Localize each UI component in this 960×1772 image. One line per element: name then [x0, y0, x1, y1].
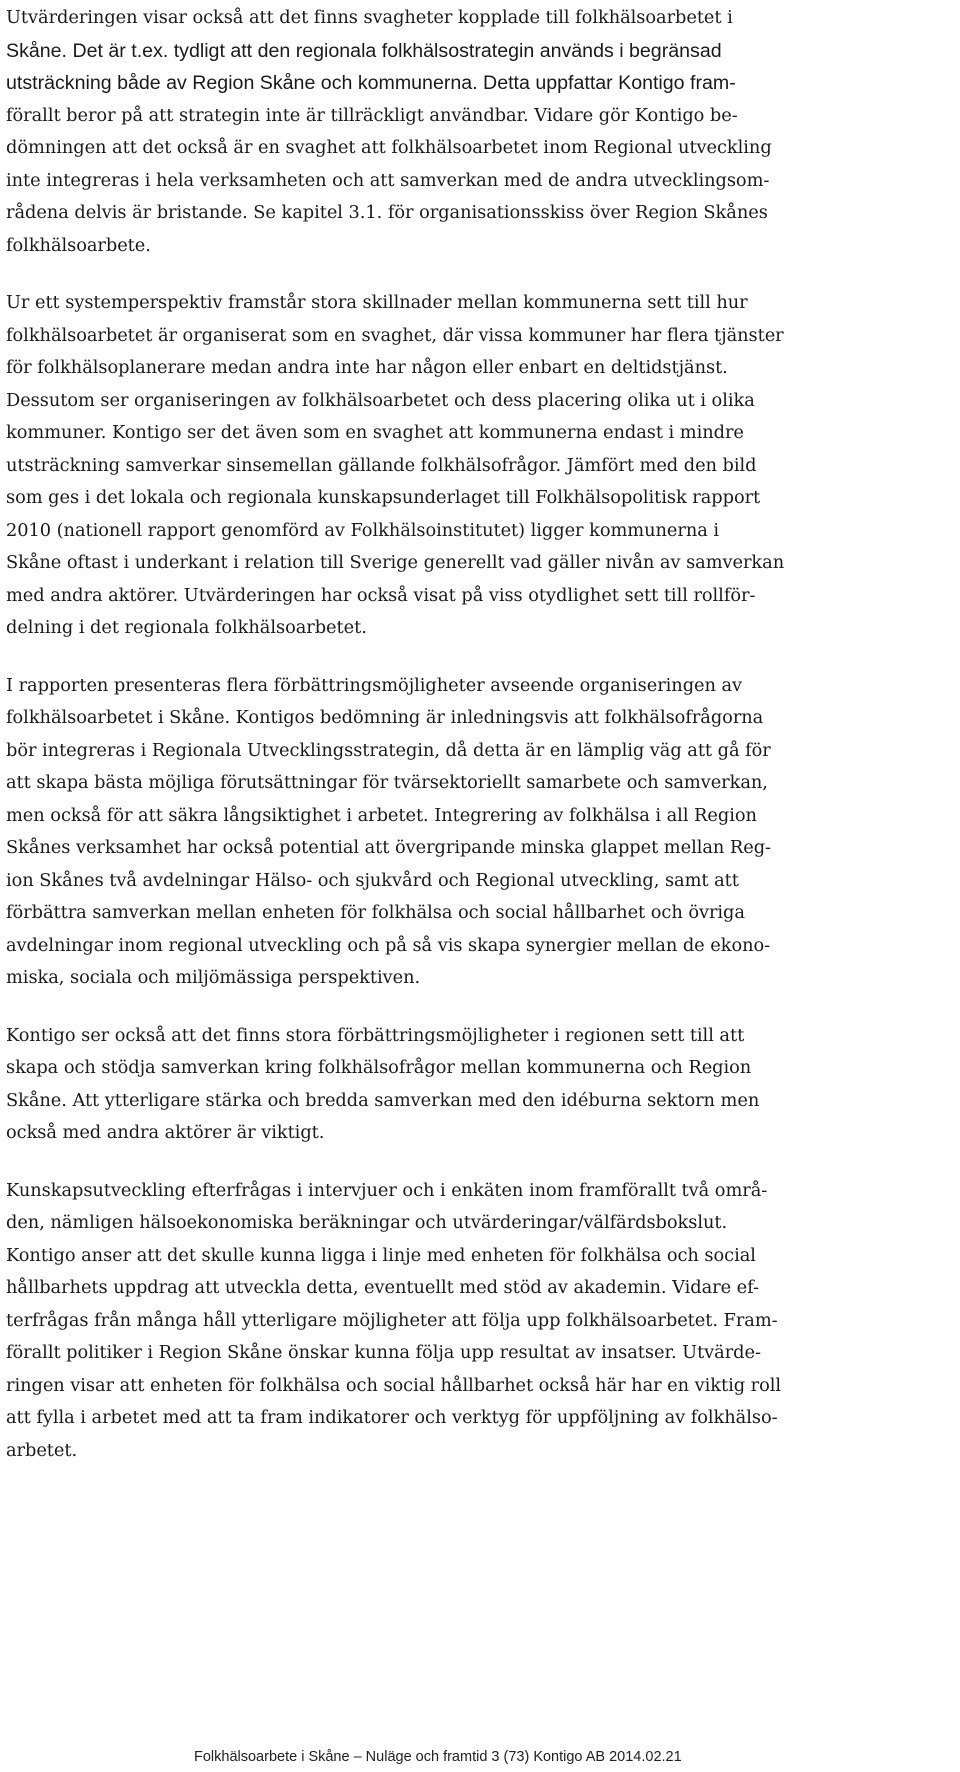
page-footer: Folkhälsoarbete i Skåne – Nuläge och framtid 3 (73) Kontigo AB 2014.02.21: [194, 1749, 682, 1765]
text-line: rådena delvis är bristande. Se kapitel 3.1. för organisationsskiss över Region Skånes: [6, 202, 768, 223]
paragraph-4: [6, 1020, 956, 1150]
text-line: 2010 (nationell rapport genomförd av Folkhälsoinstitutet) ligger kommunerna i: [6, 519, 720, 541]
text-line: Kunskapsutveckling efterfrågas i intervjuer och i enkäten inom framförallt två områ-: [6, 1179, 768, 1201]
text-line: avdelningar inom regional utveckling och på så vis skapa synergier mellan de ekono-: [6, 934, 771, 956]
text-line: men också för att säkra långsiktighet i arbetet. Integrering av folkhälsa i all Region: [6, 804, 757, 826]
text-line: Skåne oftast i underkant i relation till Sverige generellt vad gäller nivån av samverkan: [6, 552, 785, 573]
text-line: dömningen att det också är en svaghet att folkhälsoarbetet inom Regional utveckling: [6, 137, 772, 158]
text-line: bör integreras i Regionala Utvecklingsstrategin, då detta är en lämplig väg att gå för: [6, 739, 771, 761]
text-line: folkhälsoarbetet i Skåne. Kontigos bedömning är inledningsvis att folkhälsofrågorna: [6, 707, 764, 728]
text-line: folkhälsoarbetet är organiserat som en svaghet, där vissa kommuner har flera tjänster: [6, 324, 784, 346]
text-line: Utvärderingen visar också att det finns svagheter kopplade till folkhälsoarbetet i: [6, 7, 733, 28]
text-line: att fylla i arbetet med att ta fram indikatorer och verktyg för uppföljning av folkhälso-: [6, 1407, 778, 1428]
text-line: förallt politiker i Region Skåne önskar kunna följa upp resultat av insatser. Utvärde-: [6, 1342, 761, 1363]
text-line: ringen visar att enheten för folkhälsa och social hållbarhet också här har en viktig roll: [6, 1374, 782, 1396]
body-text: [6, 2, 956, 1467]
text-line: med andra aktörer. Utvärderingen har också visat på viss otydlighet sett till rollför-: [6, 584, 756, 606]
text-line: Ur ett systemperspektiv framstår stora skillnader mellan kommunerna sett till hur: [6, 292, 748, 313]
text-line: arbetet.: [6, 1439, 78, 1461]
text-line: skapa och stödja samverkan kring folkhälsofrågor mellan kommunerna och Region: [6, 1057, 752, 1078]
document-page: [6, 2, 956, 1492]
paragraph-2: [6, 287, 956, 645]
text-line: folkhälsoarbete.: [6, 234, 151, 256]
text-line: utsträckning samverkar sinsemellan gällande folkhälsofrågor. Jämfört med den bild: [6, 454, 757, 476]
paragraph-1: [6, 2, 956, 262]
text-line: Skåne. Det är t.ex. tydligt att den regionala folkhälsostrategin används i begränsad: [6, 39, 722, 62]
paragraph-3: [6, 670, 956, 995]
text-line: utsträckning både av Region Skåne och kommunerna. Detta uppfattar Kontigo fram-: [6, 72, 736, 94]
text-line: också med andra aktörer är viktigt.: [6, 1122, 325, 1143]
text-line: den, nämligen hälsoekonomiska beräkningar och utvärderingar/välfärdsbokslut.: [6, 1212, 728, 1233]
text-line: Kontigo anser att det skulle kunna ligga i linje med enheten för folkhälsa och social: [6, 1244, 756, 1266]
text-line: miska, sociala och miljömässiga perspektiven.: [6, 967, 421, 988]
text-line: som ges i det lokala och regionala kunskapsunderlaget till Folkhälsopolitisk rapport: [6, 487, 761, 508]
text-line: Skåne. Att ytterligare stärka och bredda samverkan med den idéburna sektorn men: [6, 1089, 760, 1111]
text-line: ion Skånes två avdelningar Hälso- och sjukvård och Regional utveckling, samt att: [6, 869, 739, 891]
text-line: Kontigo ser också att det finns stora förbättringsmöjligheter i regionen sett till att: [6, 1024, 745, 1046]
text-line: att skapa bästa möjliga förutsättningar för tvärsektoriellt samarbete och samverkan,: [6, 772, 768, 793]
text-line: terfrågas från många håll ytterligare möjligheter att följa upp folkhälsoarbetet. Fram-: [6, 1309, 778, 1331]
text-line: kommuner. Kontigo ser det även som en svaghet att kommunerna endast i mindre: [6, 422, 744, 443]
text-line: Skånes verksamhet har också potential att övergripande minska glappet mellan Reg-: [6, 837, 772, 858]
text-line: förbättra samverkan mellan enheten för folkhälsa och social hållbarhet och övriga: [6, 902, 745, 923]
text-line: delning i det regionala folkhälsoarbetet.: [6, 617, 367, 638]
text-line: inte integreras i hela verksamheten och att samverkan med de andra utvecklingsom-: [6, 169, 770, 191]
text-line: för folkhälsoplanerare medan andra inte har någon eller enbart en deltidstjänst.: [6, 357, 728, 378]
text-line: hållbarhets uppdrag att utveckla detta, eventuellt med stöd av akademin. Vidare ef-: [6, 1277, 759, 1298]
text-line: Dessutom ser organiseringen av folkhälsoarbetet och dess placering olika ut i olika: [6, 389, 755, 411]
text-line: I rapporten presenteras flera förbättringsmöjligheter avseende organiseringen av: [6, 674, 743, 696]
text-line: förallt beror på att strategin inte är tillräckligt användbar. Vidare gör Kontigo be-: [6, 104, 738, 126]
paragraph-5: [6, 1175, 956, 1468]
